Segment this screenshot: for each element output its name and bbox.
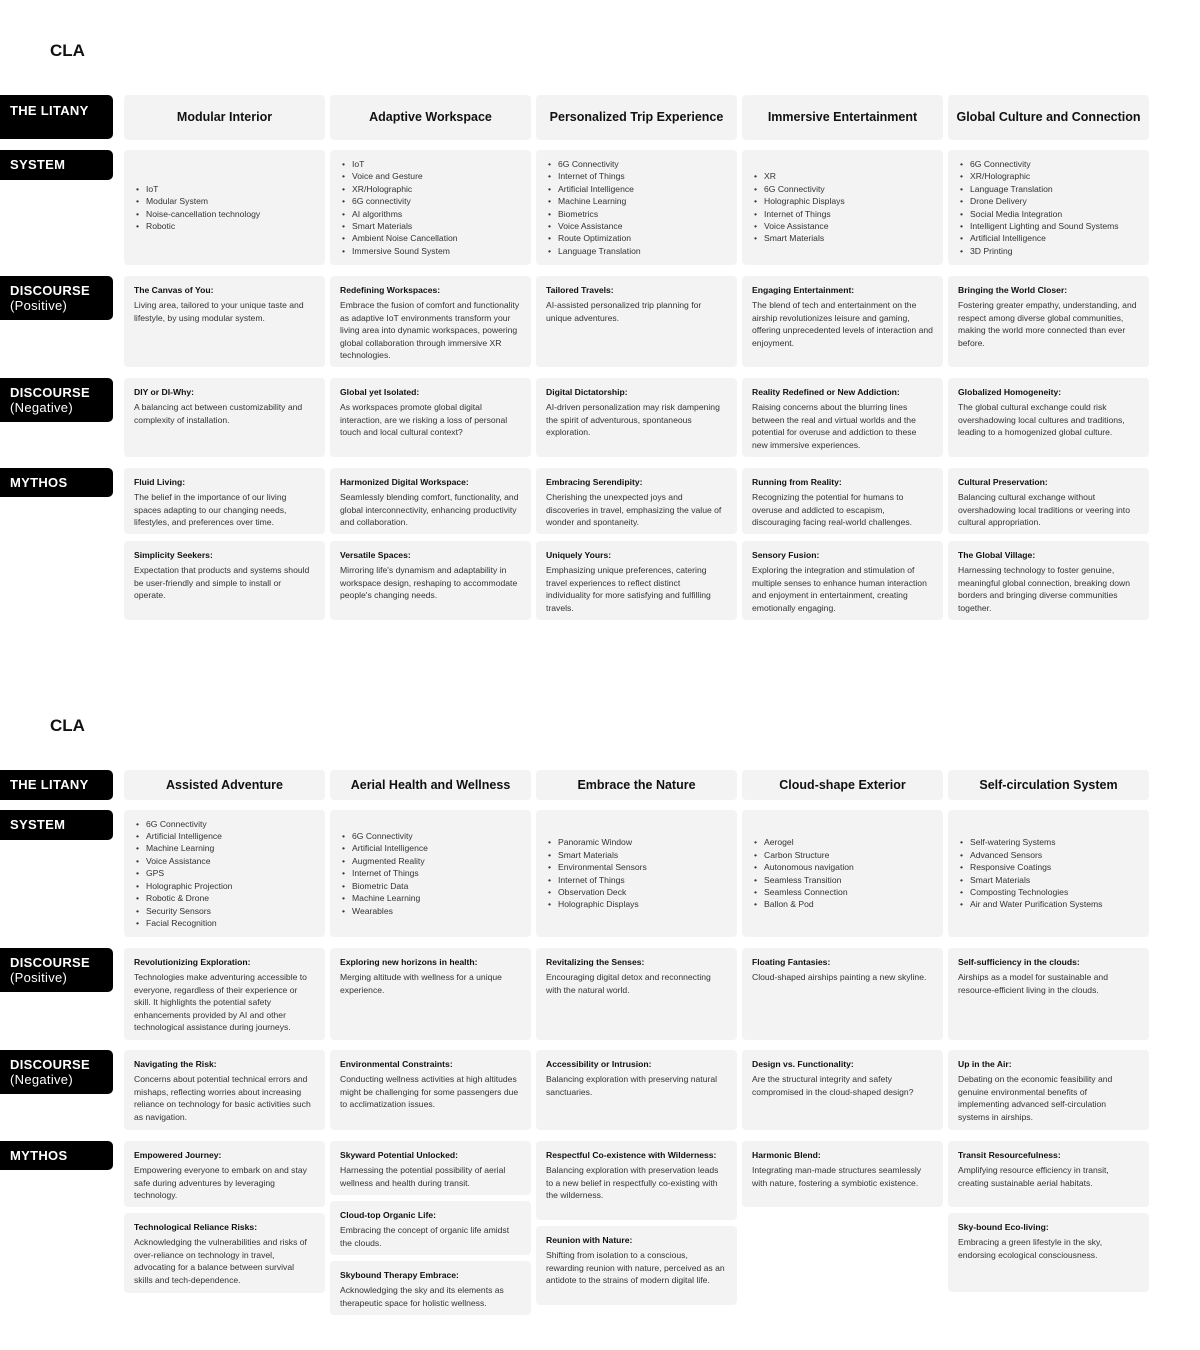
entry-text: Fostering greater empathy, understanding, and respect among diverse global communities, making the world more connected than ever before. <box>958 300 1137 348</box>
mythos-cell <box>948 541 1149 620</box>
entry-text: A balancing act between customizability and complexity of installation. <box>134 402 303 425</box>
row-label-subtext: (Positive) <box>10 970 68 985</box>
row-label-subtext: (Negative) <box>10 1072 73 1087</box>
entry-title: Revitalizing the Senses: <box>546 957 645 967</box>
entry-title: Self-sufficiency in the clouds: <box>958 957 1080 967</box>
discourse-negative-cell <box>742 378 943 457</box>
system-item: • Holographic Projection <box>146 880 232 892</box>
entry-title: Skybound Therapy Embrace: <box>340 1270 459 1280</box>
entry-title: Navigating the Risk: <box>134 1059 217 1069</box>
mythos-cell <box>536 468 737 534</box>
system-item: • Air and Water Purification Systems <box>970 898 1102 910</box>
entry-text: Amplifying resource efficiency in transit, creating sustainable aerial habitats. <box>958 1165 1109 1188</box>
entry-title: Technological Reliance Risks: <box>134 1222 258 1232</box>
litany-cell: Global Culture and Connection <box>948 95 1149 140</box>
discourse-positive-cell <box>330 276 531 367</box>
system-cell <box>948 150 1149 265</box>
entry-title: Accessibility or Intrusion: <box>546 1059 652 1069</box>
system-item: • Immersive Sound System <box>352 245 458 257</box>
system-item: • Augmented Reality <box>352 855 428 867</box>
system-cell <box>948 810 1149 937</box>
entry-title: Harmonized Digital Workspace: <box>340 477 469 487</box>
discourse-positive-cell <box>948 948 1149 1040</box>
entry-text: Harnessing technology to foster genuine, meaningful global connection, breaking down borders and bringing diverse communities together. <box>958 565 1130 613</box>
system-item: • Self-watering Systems <box>970 836 1102 848</box>
system-item: • Seamless Connection <box>764 886 854 898</box>
system-item: • XR/Holographic <box>352 183 458 195</box>
discourse-negative-cell <box>742 1050 943 1130</box>
row-label-discourse-positive <box>0 276 113 320</box>
system-item: • Ballon & Pod <box>764 898 854 910</box>
entry-title: Bringing the World Closer: <box>958 285 1068 295</box>
litany-cell: Aerial Health and Wellness <box>330 770 531 800</box>
entry-text: Living area, tailored to your unique taste and lifestyle, by using modular system. <box>134 300 304 323</box>
row-label-text: DISCOURSE <box>10 955 90 970</box>
system-item: • Holographic Displays <box>764 195 845 207</box>
litany-cell: Immersive Entertainment <box>742 95 943 140</box>
system-item: • Language Translation <box>970 183 1119 195</box>
system-item: • Drone Delivery <box>970 195 1119 207</box>
entry-text: Emphasizing unique preferences, catering travel experiences to reflect distinct individuality for more satisfying and fulfilling travels. <box>546 565 711 613</box>
entry-title: Floating Fantasies: <box>752 957 831 967</box>
entry-title: Reality Redefined or New Addiction: <box>752 387 900 397</box>
mythos-cell <box>742 541 943 620</box>
litany-cell: Modular Interior <box>124 95 325 140</box>
entry-text: Concerns about potential technical errors and mishaps, reflecting worries about increasing reliance on technology for basic activities such as navigation. <box>134 1074 311 1122</box>
system-list <box>340 830 428 917</box>
section-title: CLA <box>50 716 85 735</box>
system-item: • AI algorithms <box>352 208 458 220</box>
mythos-cell <box>742 1141 943 1207</box>
row-label-system: SYSTEM <box>0 150 113 180</box>
discourse-negative-cell <box>948 378 1149 457</box>
entry-title: DIY or DI-Why: <box>134 387 194 397</box>
system-item: • Observation Deck <box>558 886 647 898</box>
entry-title: Globalized Homogeneity: <box>958 387 1062 397</box>
entry-text: Balancing exploration with preservation leads to a new belief in respectfully co-existing with the wilderness. <box>546 1165 719 1201</box>
system-item: • Internet of Things <box>558 874 647 886</box>
section-title: CLA <box>50 41 85 60</box>
entry-title: Embracing Serendipity: <box>546 477 643 487</box>
entry-text: Cherishing the unexpected joys and discoveries in travel, emphasizing the value of wonder and spontaneity. <box>546 492 722 528</box>
entry-text: Integrating man-made structures seamlessly with nature, fostering a symbiotic existence. <box>752 1165 922 1188</box>
discourse-negative-cell <box>536 1050 737 1130</box>
system-list <box>752 170 845 244</box>
row-label-text: DISCOURSE <box>10 385 90 400</box>
mythos-cell <box>536 541 737 620</box>
system-item: • Ambient Noise Cancellation <box>352 232 458 244</box>
entry-title: Skyward Potential Unlocked: <box>340 1150 458 1160</box>
mythos-cell <box>330 541 531 620</box>
entry-title: The Global Village: <box>958 550 1036 560</box>
system-item: • Carbon Structure <box>764 849 854 861</box>
discourse-positive-cell <box>536 276 737 367</box>
system-cell <box>124 810 325 937</box>
entry-title: Harmonic Blend: <box>752 1150 821 1160</box>
entry-title: Exploring new horizons in health: <box>340 957 478 967</box>
discourse-positive-cell <box>948 276 1149 367</box>
system-cell <box>330 150 531 265</box>
system-item: • 6G Connectivity <box>764 183 845 195</box>
row-label-text: DISCOURSE <box>10 1057 90 1072</box>
entry-text: Harnessing the potential possibility of aerial wellness and health during transit. <box>340 1165 506 1188</box>
litany-cell: Cloud-shape Exterior <box>742 770 943 800</box>
entry-title: Versatile Spaces: <box>340 550 411 560</box>
system-item: • Smart Materials <box>764 232 845 244</box>
entry-text: Airships as a model for sustainable and resource-efficient living in the clouds. <box>958 972 1108 995</box>
entry-title: Running from Reality: <box>752 477 842 487</box>
entry-title: Simplicity Seekers: <box>134 550 213 560</box>
system-item: • Composting Technologies <box>970 886 1102 898</box>
mythos-cell <box>124 1141 325 1207</box>
entry-text: Balancing cultural exchange without overshadowing local traditions or veering into cultural appropriation. <box>958 492 1130 528</box>
entry-text: Cloud-shaped airships painting a new skyline. <box>752 972 927 983</box>
system-item: • Voice and Gesture <box>352 170 458 182</box>
system-item: • IoT <box>146 183 260 195</box>
litany-cell: Self-circulation System <box>948 770 1149 800</box>
row-label-system: SYSTEM <box>0 810 113 840</box>
system-list <box>340 158 458 257</box>
system-item: • Smart Materials <box>558 849 647 861</box>
discourse-positive-cell <box>536 948 737 1040</box>
system-item: • Biometric Data <box>352 880 428 892</box>
mythos-cell <box>948 1213 1149 1292</box>
system-cell <box>536 150 737 265</box>
system-item: • Aerogel <box>764 836 854 848</box>
entry-text: Are the structural integrity and safety compromised in the cloud-shaped design? <box>752 1074 914 1097</box>
system-item: • Artificial Intelligence <box>558 183 641 195</box>
entry-title: Cloud-top Organic Life: <box>340 1210 436 1220</box>
mythos-cell <box>742 468 943 534</box>
system-item: • Artificial Intelligence <box>146 830 232 842</box>
system-item: • Autonomous navigation <box>764 861 854 873</box>
system-cell <box>330 810 531 937</box>
entry-title: Redefining Workspaces: <box>340 285 441 295</box>
discourse-negative-cell <box>536 378 737 457</box>
system-item: • Machine Learning <box>558 195 641 207</box>
entry-title: Reunion with Nature: <box>546 1235 633 1245</box>
entry-title: Uniquely Yours: <box>546 550 612 560</box>
mythos-cell <box>330 1201 531 1255</box>
row-label-subtext: (Positive) <box>10 298 68 313</box>
entry-title: Global yet Isolated: <box>340 387 420 397</box>
row-label-discourse-positive <box>0 948 113 992</box>
system-item: • Voice Assistance <box>146 855 232 867</box>
discourse-positive-cell <box>742 948 943 1040</box>
entry-text: Empowering everyone to embark on and stay safe during adventures by leveraging technology. <box>134 1165 307 1201</box>
mythos-cell <box>330 468 531 534</box>
system-list <box>134 183 260 233</box>
system-item: • Holographic Displays <box>558 898 647 910</box>
entry-title: Fluid Living: <box>134 477 186 487</box>
system-item: • Machine Learning <box>352 892 428 904</box>
mythos-cell <box>536 1141 737 1220</box>
entry-title: Revolutionizing Exploration: <box>134 957 251 967</box>
discourse-positive-cell <box>124 948 325 1040</box>
entry-text: Recognizing the potential for humans to overuse and addicted to escapism, discouraging facing real-world challenges. <box>752 492 913 528</box>
entry-text: Embracing a green lifestyle in the sky, endorsing ecological consciousness. <box>958 1237 1103 1260</box>
system-item: • Language Translation <box>558 245 641 257</box>
entry-text: Merging altitude with wellness for a unique experience. <box>340 972 502 995</box>
entry-text: Embracing the concept of organic life amidst the clouds. <box>340 1225 510 1248</box>
system-item: • Route Optimization <box>558 232 641 244</box>
system-item: • Internet of Things <box>764 208 845 220</box>
row-label-discourse-negative <box>0 378 113 422</box>
system-list <box>958 836 1102 910</box>
entry-text: Seamlessly blending comfort, functionality, and global interconnectivity, enhancing productivity and collaboration. <box>340 492 519 528</box>
discourse-negative-cell <box>124 1050 325 1130</box>
entry-title: Environmental Constraints: <box>340 1059 453 1069</box>
row-label-discourse-negative <box>0 1050 113 1094</box>
entry-title: Transit Resourcefulness: <box>958 1150 1061 1160</box>
entry-title: Cultural Preservation: <box>958 477 1048 487</box>
entry-text: Raising concerns about the blurring lines between the real and virtual worlds and the potential for overuse and addiction to these new immersive experiences. <box>752 402 917 450</box>
system-item: • Machine Learning <box>146 842 232 854</box>
mythos-cell <box>124 541 325 620</box>
entry-text: Balancing exploration with preserving natural sanctuaries. <box>546 1074 718 1097</box>
mythos-cell <box>330 1261 531 1315</box>
system-item: • Security Sensors <box>146 905 232 917</box>
system-item: • 3D Printing <box>970 245 1119 257</box>
system-item: • IoT <box>352 158 458 170</box>
litany-cell: Assisted Adventure <box>124 770 325 800</box>
entry-text: Expectation that products and systems should be user-friendly and simple to install or operate. <box>134 565 310 601</box>
entry-title: Sky-bound Eco-living: <box>958 1222 1049 1232</box>
entry-text: Acknowledging the vulnerabilities and risks of over-reliance on technology in travel, advocating for a balance between survival skills and tech-dependence. <box>134 1237 307 1285</box>
litany-cell: Adaptive Workspace <box>330 95 531 140</box>
discourse-positive-cell <box>330 948 531 1040</box>
system-list <box>752 836 854 910</box>
entry-text: The global cultural exchange could risk overshadowing local cultures and traditions, leading to a homogenized global culture. <box>958 402 1125 438</box>
system-item: • Smart Materials <box>352 220 458 232</box>
litany-cell: Personalized Trip Experience <box>536 95 737 140</box>
entry-title: Tailored Travels: <box>546 285 614 295</box>
row-label-subtext: (Negative) <box>10 400 73 415</box>
mythos-cell <box>124 468 325 534</box>
system-list <box>546 836 647 910</box>
entry-text: Technologies make adventuring accessible to everyone, regardless of their experience or skill. It highlights the potential safety enhancements provided by AI and other technological assistance during journeys. <box>134 972 307 1033</box>
system-item: • Social Media Integration <box>970 208 1119 220</box>
system-item: • Robotic <box>146 220 260 232</box>
entry-text: AI-driven personalization may risk dampening the spirit of adventurous, spontaneous exploration. <box>546 402 720 438</box>
system-item: • Facial Recognition <box>146 917 232 929</box>
system-item: • Environmental Sensors <box>558 861 647 873</box>
discourse-negative-cell <box>948 1050 1149 1130</box>
row-label-mythos: MYTHOS <box>0 468 113 497</box>
entry-text: The blend of tech and entertainment on the airship revolutionizes leisure and gaming, offering unprecedented levels of interaction and enjoyment. <box>752 300 933 348</box>
system-list <box>134 818 232 930</box>
system-item: • 6G Connectivity <box>146 818 232 830</box>
entry-title: Up in the Air: <box>958 1059 1012 1069</box>
system-item: • Voice Assistance <box>764 220 845 232</box>
system-item: • Seamless Transition <box>764 874 854 886</box>
entry-title: Sensory Fusion: <box>752 550 820 560</box>
system-item: • Intelligent Lighting and Sound Systems <box>970 220 1119 232</box>
row-label-mythos: MYTHOS <box>0 1141 113 1170</box>
discourse-negative-cell <box>124 378 325 457</box>
system-list <box>958 158 1119 257</box>
row-label-litany: THE LITANY <box>0 95 113 139</box>
system-item: • Noise-cancellation technology <box>146 208 260 220</box>
system-cell <box>742 810 943 937</box>
system-item: • Smart Materials <box>970 874 1102 886</box>
discourse-positive-cell <box>742 276 943 367</box>
entry-text: Conducting wellness activities at high altitudes might be challenging for some passengers due to acclimatization issues. <box>340 1074 519 1110</box>
entry-title: Engaging Entertainment: <box>752 285 855 295</box>
entry-text: Shifting from isolation to a conscious, rewarding reunion with nature, perceived as an antidote to the strains of modern digital life. <box>546 1250 725 1286</box>
entry-title: Respectful Co-existence with Wilderness: <box>546 1150 717 1160</box>
discourse-negative-cell <box>330 378 531 457</box>
mythos-cell <box>536 1226 737 1305</box>
discourse-negative-cell <box>330 1050 531 1130</box>
litany-cell: Embrace the Nature <box>536 770 737 800</box>
system-item: • Biometrics <box>558 208 641 220</box>
system-item: • Responsive Coatings <box>970 861 1102 873</box>
mythos-cell <box>330 1141 531 1195</box>
discourse-positive-cell <box>124 276 325 367</box>
entry-title: Design vs. Functionality: <box>752 1059 854 1069</box>
row-label-text: DISCOURSE <box>10 283 90 298</box>
system-item: • Internet of Things <box>558 170 641 182</box>
entry-text: Acknowledging the sky and its elements as therapeutic space for holistic wellness. <box>340 1285 504 1308</box>
row-label-litany: THE LITANY <box>0 770 113 800</box>
entry-text: Exploring the integration and stimulation of multiple senses to enhance human interaction and enjoyment in entertainment, creating emotionally engaging. <box>752 565 927 613</box>
system-list <box>546 158 641 257</box>
entry-text: As workspaces promote global digital interaction, are we risking a loss of personal touch and local cultural context? <box>340 402 508 438</box>
entry-text: The belief in the importance of our living spaces adapting to our changing needs, lifestyles, and preferences over time. <box>134 492 287 528</box>
system-item: • 6G connectivity <box>352 195 458 207</box>
system-item: • Modular System <box>146 195 260 207</box>
system-item: • Wearables <box>352 905 428 917</box>
mythos-cell <box>948 1141 1149 1207</box>
system-item: • Voice Assistance <box>558 220 641 232</box>
system-item: • 6G Connectivity <box>352 830 428 842</box>
system-item: • XR/Holographic <box>970 170 1119 182</box>
system-item: • XR <box>764 170 845 182</box>
system-item: • Advanced Sensors <box>970 849 1102 861</box>
system-item: • 6G Connectivity <box>558 158 641 170</box>
system-item: • GPS <box>146 867 232 879</box>
entry-text: Encouraging digital detox and reconnecting with the natural world. <box>546 972 711 995</box>
system-cell <box>742 150 943 265</box>
system-cell <box>536 810 737 937</box>
system-item: • Internet of Things <box>352 867 428 879</box>
entry-text: Embrace the fusion of comfort and functionality as adaptive IoT environments transform your living area into dynamic workspaces, powering global collaboration through immersive XR technologies. <box>340 300 520 361</box>
system-item: • Panoramic Window <box>558 836 647 848</box>
mythos-cell <box>948 468 1149 534</box>
mythos-cell <box>124 1213 325 1293</box>
entry-title: The Canvas of You: <box>134 285 214 295</box>
system-item: • Artificial Intelligence <box>970 232 1119 244</box>
entry-text: Mirroring life's dynamism and adaptability in workspace design, reshaping to accommodate people's changing needs. <box>340 565 518 601</box>
entry-title: Digital Dictatorship: <box>546 387 628 397</box>
system-item: • 6G Connectivity <box>970 158 1119 170</box>
entry-text: AI-assisted personalized trip planning for unique adventures. <box>546 300 702 323</box>
entry-text: Debating on the economic feasibility and genuine environmental benefits of implementing advanced self-circulation systems in airships. <box>958 1074 1113 1122</box>
system-item: • Robotic & Drone <box>146 892 232 904</box>
system-item: • Artificial Intelligence <box>352 842 428 854</box>
system-cell <box>124 150 325 265</box>
entry-title: Empowered Journey: <box>134 1150 222 1160</box>
